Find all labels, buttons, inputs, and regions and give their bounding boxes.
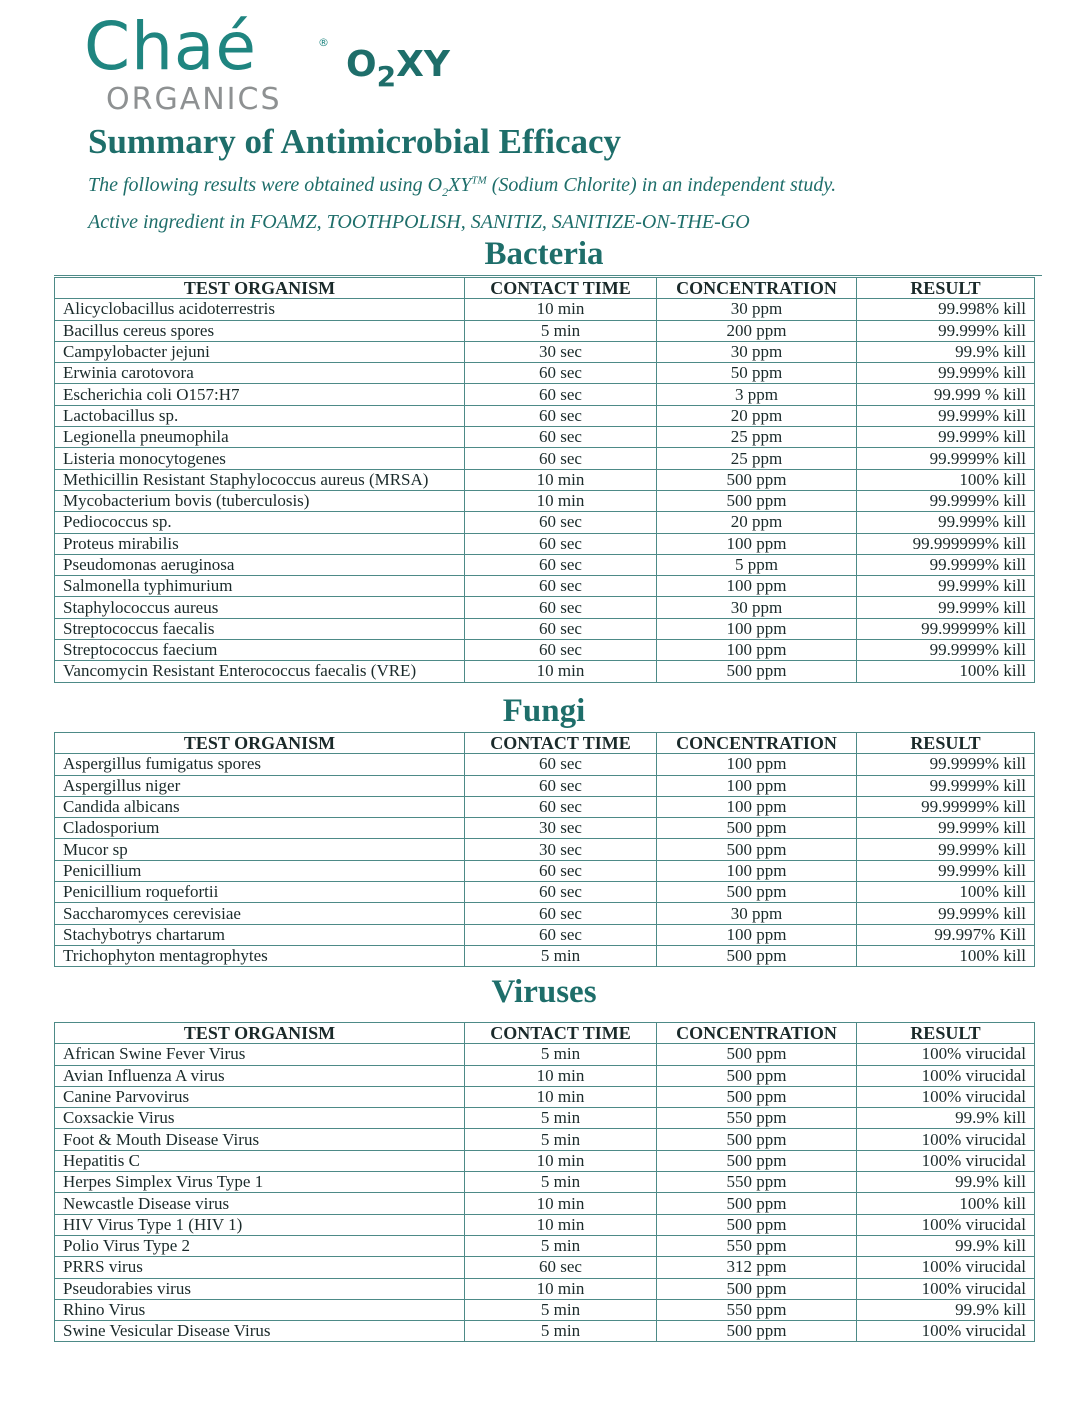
cell-concentration: 30 ppm (657, 299, 857, 320)
cell-result: 100% kill (857, 469, 1035, 490)
cell-result: 99.999% kill (857, 427, 1035, 448)
cell-contact-time: 60 sec (465, 576, 657, 597)
cell-result: 100% virucidal (857, 1129, 1035, 1150)
section-heading-bacteria: Bacteria (484, 236, 604, 272)
header-result: RESULT (857, 1023, 1035, 1044)
table-row (55, 1129, 1035, 1150)
product-name (346, 44, 450, 93)
cell-contact-time: 30 sec (465, 839, 657, 860)
table-row (55, 1065, 1035, 1086)
cell-concentration: 550 ppm (657, 1108, 857, 1129)
table-row (55, 945, 1035, 966)
cell-contact-time: 60 sec (465, 533, 657, 554)
cell-concentration: 500 ppm (657, 661, 857, 682)
cell-result: 99.9% kill (857, 1172, 1035, 1193)
cell-result: 99.999% kill (857, 903, 1035, 924)
cell-result: 99.9999% kill (857, 448, 1035, 469)
header-contact-time: CONTACT TIME (465, 278, 657, 299)
cell-result: 99.9% kill (857, 1235, 1035, 1256)
table-row (55, 320, 1035, 341)
table-row (55, 363, 1035, 384)
cell-contact-time: 60 sec (465, 554, 657, 575)
cell-test-organism: Saccharomyces cerevisiae (55, 903, 465, 924)
cell-concentration: 550 ppm (657, 1172, 857, 1193)
cell-test-organism: Avian Influenza A virus (55, 1065, 465, 1086)
cell-test-organism: Aspergillus fumigatus spores (55, 754, 465, 775)
cell-result: 100% virucidal (857, 1321, 1035, 1342)
cell-result: 99.999% kill (857, 818, 1035, 839)
cell-test-organism: Trichophyton mentagrophytes (55, 945, 465, 966)
table-row (55, 839, 1035, 860)
cell-concentration: 500 ppm (657, 1214, 857, 1235)
table-row (55, 1321, 1035, 1342)
table-row (55, 1257, 1035, 1278)
cell-contact-time: 10 min (465, 1193, 657, 1214)
cell-contact-time: 60 sec (465, 903, 657, 924)
cell-result: 99.999% kill (857, 576, 1035, 597)
cell-test-organism: Lactobacillus sp. (55, 405, 465, 426)
cell-concentration: 30 ppm (657, 597, 857, 618)
table-row (55, 427, 1035, 448)
cell-test-organism: Foot & Mouth Disease Virus (55, 1129, 465, 1150)
subtitle-sup: TM (471, 174, 487, 187)
cell-test-organism: Listeria monocytogenes (55, 448, 465, 469)
cell-test-organism: Mycobacterium bovis (tuberculosis) (55, 490, 465, 511)
cell-test-organism: Streptococcus faecalis (55, 618, 465, 639)
cell-concentration: 500 ppm (657, 1065, 857, 1086)
cell-test-organism: PRRS virus (55, 1257, 465, 1278)
table-header-row (55, 733, 1035, 754)
cell-test-organism: Escherichia coli O157:H7 (55, 384, 465, 405)
cell-test-organism: Pseudomonas aeruginosa (55, 554, 465, 575)
cell-contact-time: 60 sec (465, 775, 657, 796)
cell-result: 99.997% Kill (857, 924, 1035, 945)
table-header-row (55, 1023, 1035, 1044)
cell-result: 100% kill (857, 1193, 1035, 1214)
cell-contact-time: 60 sec (465, 405, 657, 426)
section-divider (54, 275, 1042, 276)
cell-concentration: 500 ppm (657, 882, 857, 903)
cell-test-organism: Proteus mirabilis (55, 533, 465, 554)
bacteria-table (54, 277, 1035, 683)
table-row (55, 754, 1035, 775)
cell-result: 99.998% kill (857, 299, 1035, 320)
viruses-table (54, 1022, 1035, 1342)
section-heading-viruses: Viruses (491, 974, 597, 1010)
cell-result: 99.9% kill (857, 1299, 1035, 1320)
cell-result: 99.9% kill (857, 341, 1035, 362)
table-row (55, 554, 1035, 575)
cell-contact-time: 10 min (465, 1065, 657, 1086)
cell-test-organism: Herpes Simplex Virus Type 1 (55, 1172, 465, 1193)
cell-result: 100% virucidal (857, 1257, 1035, 1278)
cell-contact-time: 60 sec (465, 924, 657, 945)
cell-concentration: 25 ppm (657, 427, 857, 448)
cell-concentration: 500 ppm (657, 945, 857, 966)
subtitle-sub: 2 (442, 185, 449, 199)
cell-concentration: 500 ppm (657, 1129, 857, 1150)
cell-contact-time: 10 min (465, 1214, 657, 1235)
cell-concentration: 100 ppm (657, 618, 857, 639)
cell-result: 100% virucidal (857, 1086, 1035, 1107)
cell-result: 99.999 % kill (857, 384, 1035, 405)
cell-concentration: 550 ppm (657, 1299, 857, 1320)
table-row (55, 640, 1035, 661)
cell-contact-time: 30 sec (465, 818, 657, 839)
cell-contact-time: 60 sec (465, 512, 657, 533)
table-row (55, 1193, 1035, 1214)
table-row (55, 775, 1035, 796)
cell-test-organism: Staphylococcus aureus (55, 597, 465, 618)
cell-contact-time: 5 min (465, 945, 657, 966)
cell-test-organism: Salmonella typhimurium (55, 576, 465, 597)
cell-result: 99.9999% kill (857, 640, 1035, 661)
header-test-organism: TEST ORGANISM (55, 733, 465, 754)
table-row (55, 1044, 1035, 1065)
cell-result: 99.99999% kill (857, 618, 1035, 639)
cell-test-organism: Candida albicans (55, 796, 465, 817)
cell-result: 100% kill (857, 661, 1035, 682)
subtitle-mid: XY (448, 174, 472, 196)
cell-test-organism: Streptococcus faecium (55, 640, 465, 661)
cell-test-organism: Pseudorabies virus (55, 1278, 465, 1299)
cell-test-organism: Legionella pneumophila (55, 427, 465, 448)
cell-concentration: 20 ppm (657, 512, 857, 533)
cell-concentration: 500 ppm (657, 1044, 857, 1065)
cell-result: 99.999% kill (857, 405, 1035, 426)
cell-test-organism: Cladosporium (55, 818, 465, 839)
cell-test-organism: Alicyclobacillus acidoterrestris (55, 299, 465, 320)
cell-result: 99.999% kill (857, 839, 1035, 860)
table-row (55, 1150, 1035, 1171)
cell-concentration: 20 ppm (657, 405, 857, 426)
cell-concentration: 50 ppm (657, 363, 857, 384)
cell-concentration: 500 ppm (657, 469, 857, 490)
cell-contact-time: 60 sec (465, 448, 657, 469)
cell-contact-time: 10 min (465, 1278, 657, 1299)
cell-concentration: 500 ppm (657, 839, 857, 860)
section-heading-fungi: Fungi (502, 693, 586, 729)
table-row (55, 384, 1035, 405)
cell-concentration: 3 ppm (657, 384, 857, 405)
cell-concentration: 500 ppm (657, 1150, 857, 1171)
cell-concentration: 200 ppm (657, 320, 857, 341)
table-row (55, 618, 1035, 639)
cell-concentration: 312 ppm (657, 1257, 857, 1278)
product-subscript: 2 (376, 60, 397, 93)
table-row (55, 597, 1035, 618)
cell-test-organism: Coxsackie Virus (55, 1108, 465, 1129)
cell-contact-time: 5 min (465, 320, 657, 341)
table-row (55, 924, 1035, 945)
cell-contact-time: 5 min (465, 1108, 657, 1129)
cell-concentration: 550 ppm (657, 1235, 857, 1256)
cell-concentration: 100 ppm (657, 924, 857, 945)
header-concentration: CONCENTRATION (657, 278, 857, 299)
table-row (55, 796, 1035, 817)
cell-contact-time: 60 sec (465, 384, 657, 405)
cell-contact-time: 5 min (465, 1321, 657, 1342)
fungi-table (54, 732, 1035, 967)
cell-result: 99.999% kill (857, 860, 1035, 881)
subtitle-active-ingredient: Active ingredient in FOAMZ, TOOTHPOLISH, SANITIZ, SANITIZE-ON-THE-GO (88, 211, 750, 233)
cell-contact-time: 5 min (465, 1235, 657, 1256)
cell-result: 99.9999% kill (857, 775, 1035, 796)
cell-test-organism: Polio Virus Type 2 (55, 1235, 465, 1256)
cell-result: 99.999% kill (857, 363, 1035, 384)
cell-test-organism: Hepatitis C (55, 1150, 465, 1171)
table-row (55, 1108, 1035, 1129)
header-concentration: CONCENTRATION (657, 1023, 857, 1044)
cell-concentration: 100 ppm (657, 576, 857, 597)
cell-contact-time: 5 min (465, 1299, 657, 1320)
table-row (55, 405, 1035, 426)
registered-mark: ® (318, 36, 329, 49)
cell-contact-time: 10 min (465, 661, 657, 682)
cell-contact-time: 60 sec (465, 1257, 657, 1278)
table-row (55, 576, 1035, 597)
cell-contact-time: 5 min (465, 1044, 657, 1065)
table-row (55, 818, 1035, 839)
cell-test-organism: Canine Parvovirus (55, 1086, 465, 1107)
table-row (55, 448, 1035, 469)
cell-contact-time: 10 min (465, 1150, 657, 1171)
cell-result: 100% virucidal (857, 1278, 1035, 1299)
page-title: Summary of Antimicrobial Efficacy (88, 122, 622, 161)
table-header-row (55, 278, 1035, 299)
header-concentration: CONCENTRATION (657, 733, 857, 754)
table-row (55, 490, 1035, 511)
cell-test-organism: Bacillus cereus spores (55, 320, 465, 341)
cell-test-organism: Vancomycin Resistant Enterococcus faecalis (VRE) (55, 661, 465, 682)
cell-concentration: 100 ppm (657, 533, 857, 554)
subtitle-post: (Sodium Chlorite) in an independent study. (486, 174, 837, 196)
header-contact-time: CONTACT TIME (465, 1023, 657, 1044)
cell-contact-time: 60 sec (465, 427, 657, 448)
cell-result: 99.999% kill (857, 597, 1035, 618)
cell-test-organism: Pediococcus sp. (55, 512, 465, 533)
cell-concentration: 100 ppm (657, 775, 857, 796)
cell-test-organism: Rhino Virus (55, 1299, 465, 1320)
header-contact-time: CONTACT TIME (465, 733, 657, 754)
cell-result: 100% virucidal (857, 1150, 1035, 1171)
cell-result: 99.9999% kill (857, 490, 1035, 511)
header-test-organism: TEST ORGANISM (55, 278, 465, 299)
cell-concentration: 500 ppm (657, 1278, 857, 1299)
cell-contact-time: 10 min (465, 1086, 657, 1107)
subtitle-pre: The following results were obtained using O (88, 174, 443, 196)
cell-test-organism: Mucor sp (55, 839, 465, 860)
cell-concentration: 500 ppm (657, 818, 857, 839)
cell-result: 99.999999% kill (857, 533, 1035, 554)
cell-concentration: 500 ppm (657, 490, 857, 511)
header-result: RESULT (857, 733, 1035, 754)
table-row (55, 1172, 1035, 1193)
table-row (55, 1086, 1035, 1107)
cell-test-organism: Swine Vesicular Disease Virus (55, 1321, 465, 1342)
header-result: RESULT (857, 278, 1035, 299)
cell-result: 99.9999% kill (857, 554, 1035, 575)
table-row (55, 1235, 1035, 1256)
cell-contact-time: 60 sec (465, 796, 657, 817)
subtitle-study (88, 174, 836, 200)
cell-contact-time: 10 min (465, 490, 657, 511)
cell-concentration: 30 ppm (657, 903, 857, 924)
cell-concentration: 500 ppm (657, 1193, 857, 1214)
cell-test-organism: African Swine Fever Virus (55, 1044, 465, 1065)
cell-result: 99.99999% kill (857, 796, 1035, 817)
cell-concentration: 100 ppm (657, 754, 857, 775)
cell-concentration: 30 ppm (657, 341, 857, 362)
cell-concentration: 25 ppm (657, 448, 857, 469)
cell-result: 100% virucidal (857, 1065, 1035, 1086)
table-row (55, 661, 1035, 682)
cell-contact-time: 10 min (465, 299, 657, 320)
cell-test-organism: Campylobacter jejuni (55, 341, 465, 362)
product-tail: XY (396, 44, 450, 85)
cell-test-organism: HIV Virus Type 1 (HIV 1) (55, 1214, 465, 1235)
cell-contact-time: 60 sec (465, 860, 657, 881)
cell-contact-time: 60 sec (465, 597, 657, 618)
cell-test-organism: Erwinia carotovora (55, 363, 465, 384)
cell-test-organism: Penicillium (55, 860, 465, 881)
cell-concentration: 100 ppm (657, 796, 857, 817)
brand-name: Chaé (84, 8, 257, 85)
cell-contact-time: 10 min (465, 469, 657, 490)
brand-division: ORGANICS (106, 82, 282, 117)
cell-result: 99.999% kill (857, 320, 1035, 341)
cell-test-organism: Stachybotrys chartarum (55, 924, 465, 945)
cell-result: 100% virucidal (857, 1214, 1035, 1235)
cell-contact-time: 60 sec (465, 363, 657, 384)
cell-result: 100% virucidal (857, 1044, 1035, 1065)
table-row (55, 1278, 1035, 1299)
cell-contact-time: 5 min (465, 1172, 657, 1193)
cell-contact-time: 60 sec (465, 754, 657, 775)
cell-concentration: 5 ppm (657, 554, 857, 575)
table-row (55, 533, 1035, 554)
table-row (55, 512, 1035, 533)
cell-contact-time: 5 min (465, 1129, 657, 1150)
table-row (55, 341, 1035, 362)
cell-result: 100% kill (857, 882, 1035, 903)
table-row (55, 1299, 1035, 1320)
table-row (55, 1214, 1035, 1235)
cell-contact-time: 30 sec (465, 341, 657, 362)
table-row (55, 903, 1035, 924)
table-row (55, 299, 1035, 320)
table-row (55, 882, 1035, 903)
cell-contact-time: 60 sec (465, 882, 657, 903)
cell-result: 99.9% kill (857, 1108, 1035, 1129)
cell-contact-time: 60 sec (465, 640, 657, 661)
header-test-organism: TEST ORGANISM (55, 1023, 465, 1044)
cell-result: 100% kill (857, 945, 1035, 966)
cell-concentration: 500 ppm (657, 1086, 857, 1107)
cell-concentration: 100 ppm (657, 860, 857, 881)
product-main: O (346, 44, 377, 85)
cell-test-organism: Newcastle Disease virus (55, 1193, 465, 1214)
cell-test-organism: Penicillium roquefortii (55, 882, 465, 903)
cell-concentration: 100 ppm (657, 640, 857, 661)
cell-test-organism: Methicillin Resistant Staphylococcus aureus (MRSA) (55, 469, 465, 490)
table-row (55, 469, 1035, 490)
cell-contact-time: 60 sec (465, 618, 657, 639)
cell-concentration: 500 ppm (657, 1321, 857, 1342)
cell-result: 99.9999% kill (857, 754, 1035, 775)
cell-test-organism: Aspergillus niger (55, 775, 465, 796)
table-row (55, 860, 1035, 881)
cell-result: 99.999% kill (857, 512, 1035, 533)
